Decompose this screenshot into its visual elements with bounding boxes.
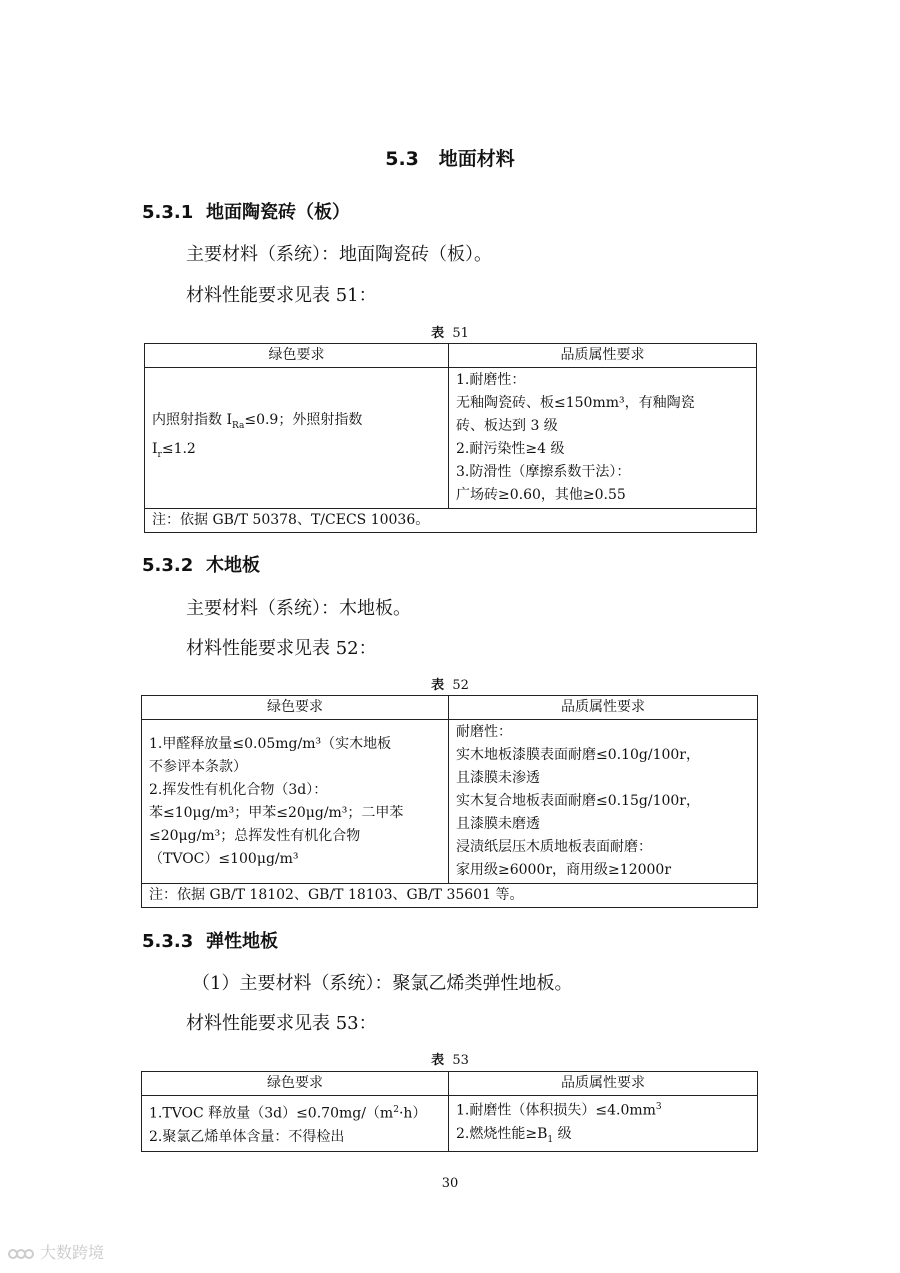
watermark-text: 大数跨境 [40, 1243, 105, 1262]
cell-line: 浸渍纸层压木质地板表面耐磨： [456, 839, 652, 855]
watermark-logo-icon [8, 1246, 34, 1262]
cell-line: 耐磨性： [456, 724, 512, 740]
table-51 [144, 343, 757, 533]
cell-line: 砖、板达到 3 级 [456, 418, 558, 434]
table-53 [141, 1071, 758, 1152]
section-heading [0, 144, 900, 171]
cell-line: 内照射指数 $I_{Ra}\le 0.9$；外照射指数 [152, 412, 363, 431]
cell-line: 2.燃烧性能$\ge B_1$ 级 [456, 1125, 572, 1145]
section-number: 5.3 [385, 148, 419, 170]
cell-line: 实木地板漆膜表面耐磨≤0.10g/100r， [456, 747, 700, 763]
caption-number: 53 [452, 1053, 469, 1068]
cell-quality [449, 1096, 758, 1152]
cell-quality [449, 720, 758, 884]
cell-line: 1.TVOC 释放量$(3d)\le 0.70mg/(m^2\cdot h)$ [149, 1104, 427, 1122]
paragraph-main-material: （1）主要材料（系统）：聚氯乙烯类弹性地板。 [192, 973, 573, 994]
subsection-heading-533 [142, 927, 278, 953]
header-quality: 品质属性要求 [449, 1072, 758, 1096]
caption-label: 表 [431, 1053, 445, 1068]
cell-line: 实木复合地板表面耐磨≤0.15g/100r， [456, 793, 700, 809]
header-green: 绿色要求 [145, 344, 449, 368]
subsection-number: 5.3.1 [142, 202, 194, 223]
header-green: 绿色要求 [142, 696, 449, 720]
table-caption-52 [0, 674, 900, 693]
table-note: 注：依据 GB/T 18102、GB/T 18103、GB/T 35601 等。 [142, 884, 758, 908]
cell-green [145, 368, 449, 509]
cell-line: 苯≤10μg/m³；甲苯≤20μg/m³；二甲苯 [149, 804, 404, 821]
cell-line: 不参评本条款） [149, 758, 247, 775]
header-quality: 品质属性要求 [449, 696, 758, 720]
table-caption-51 [0, 322, 900, 341]
table-row [145, 368, 757, 509]
subsection-title: 木地板 [206, 555, 260, 576]
cell-line: ≤20μg/m³；总挥发性有机化合物 [149, 827, 361, 844]
table-note-row [145, 509, 757, 533]
table-caption-53 [0, 1049, 900, 1068]
caption-label: 表 [431, 678, 445, 693]
header-quality: 品质属性要求 [449, 344, 757, 368]
section-title: 地面材料 [438, 148, 515, 170]
cell-line: 1.耐磨性（体积损失）$\le 4.0mm^3$ [456, 1102, 662, 1119]
cell-line: 广场砖≥0.60，其他≥0.55 [456, 487, 626, 503]
subsection-title: 弹性地板 [206, 931, 278, 952]
table-header-row [142, 696, 758, 720]
watermark [8, 1240, 104, 1263]
cell-quality [449, 368, 757, 509]
caption-number: 52 [452, 678, 469, 693]
subsection-number: 5.3.2 [142, 555, 194, 576]
cell-line: 家用级≥6000r，商用级≥12000r [456, 862, 672, 878]
table-header-row [142, 1072, 758, 1096]
table-note: 注：依据 GB/T 50378、T/CECS 10036。 [145, 509, 757, 533]
subsection-number: 5.3.3 [142, 931, 194, 952]
caption-label: 表 [431, 326, 445, 341]
subsection-heading-531 [142, 198, 350, 224]
subsection-title: 地面陶瓷砖（板） [206, 202, 350, 223]
cell-line: 2.耐污染性≥4 级 [456, 441, 565, 457]
table-row [142, 1096, 758, 1152]
cell-green [142, 720, 449, 884]
table-note-row [142, 884, 758, 908]
table-header-row [145, 344, 757, 368]
header-green: 绿色要求 [142, 1072, 449, 1096]
cell-line: 3.防滑性（摩擦系数干法）： [456, 464, 631, 480]
paragraph-main-material: 主要材料（系统）：木地板。 [186, 598, 411, 619]
cell-line: $I_r\le 1.2$ [152, 441, 196, 460]
cell-line: 1.耐磨性： [456, 372, 526, 388]
subsection-heading-532 [142, 551, 260, 577]
caption-number: 51 [452, 326, 469, 341]
cell-line: 2.挥发性有机化合物（3d）： [149, 781, 328, 798]
cell-line: （TVOC）≤100μg/m³ [149, 850, 299, 867]
cell-green [142, 1096, 449, 1152]
paragraph-table-ref: 材料性能要求见表 52： [186, 638, 377, 659]
page-number: 30 [441, 1176, 459, 1191]
paragraph-table-ref: 材料性能要求见表 51： [186, 285, 377, 306]
cell-line: 无釉陶瓷砖、板≤150mm³，有釉陶瓷 [456, 395, 695, 411]
paragraph-table-ref: 材料性能要求见表 53： [186, 1013, 377, 1034]
paragraph-main-material: 主要材料（系统）：地面陶瓷砖（板）。 [186, 244, 492, 265]
cell-line: 2.聚氯乙烯单体含量：不得检出 [149, 1128, 345, 1145]
cell-line: 且漆膜未磨透 [456, 816, 540, 832]
cell-line: 1.甲醛释放量≤0.05mg/m³（实木地板 [149, 735, 392, 752]
cell-line: 且漆膜未渗透 [456, 770, 540, 786]
table-row [142, 720, 758, 884]
table-52 [141, 695, 758, 908]
